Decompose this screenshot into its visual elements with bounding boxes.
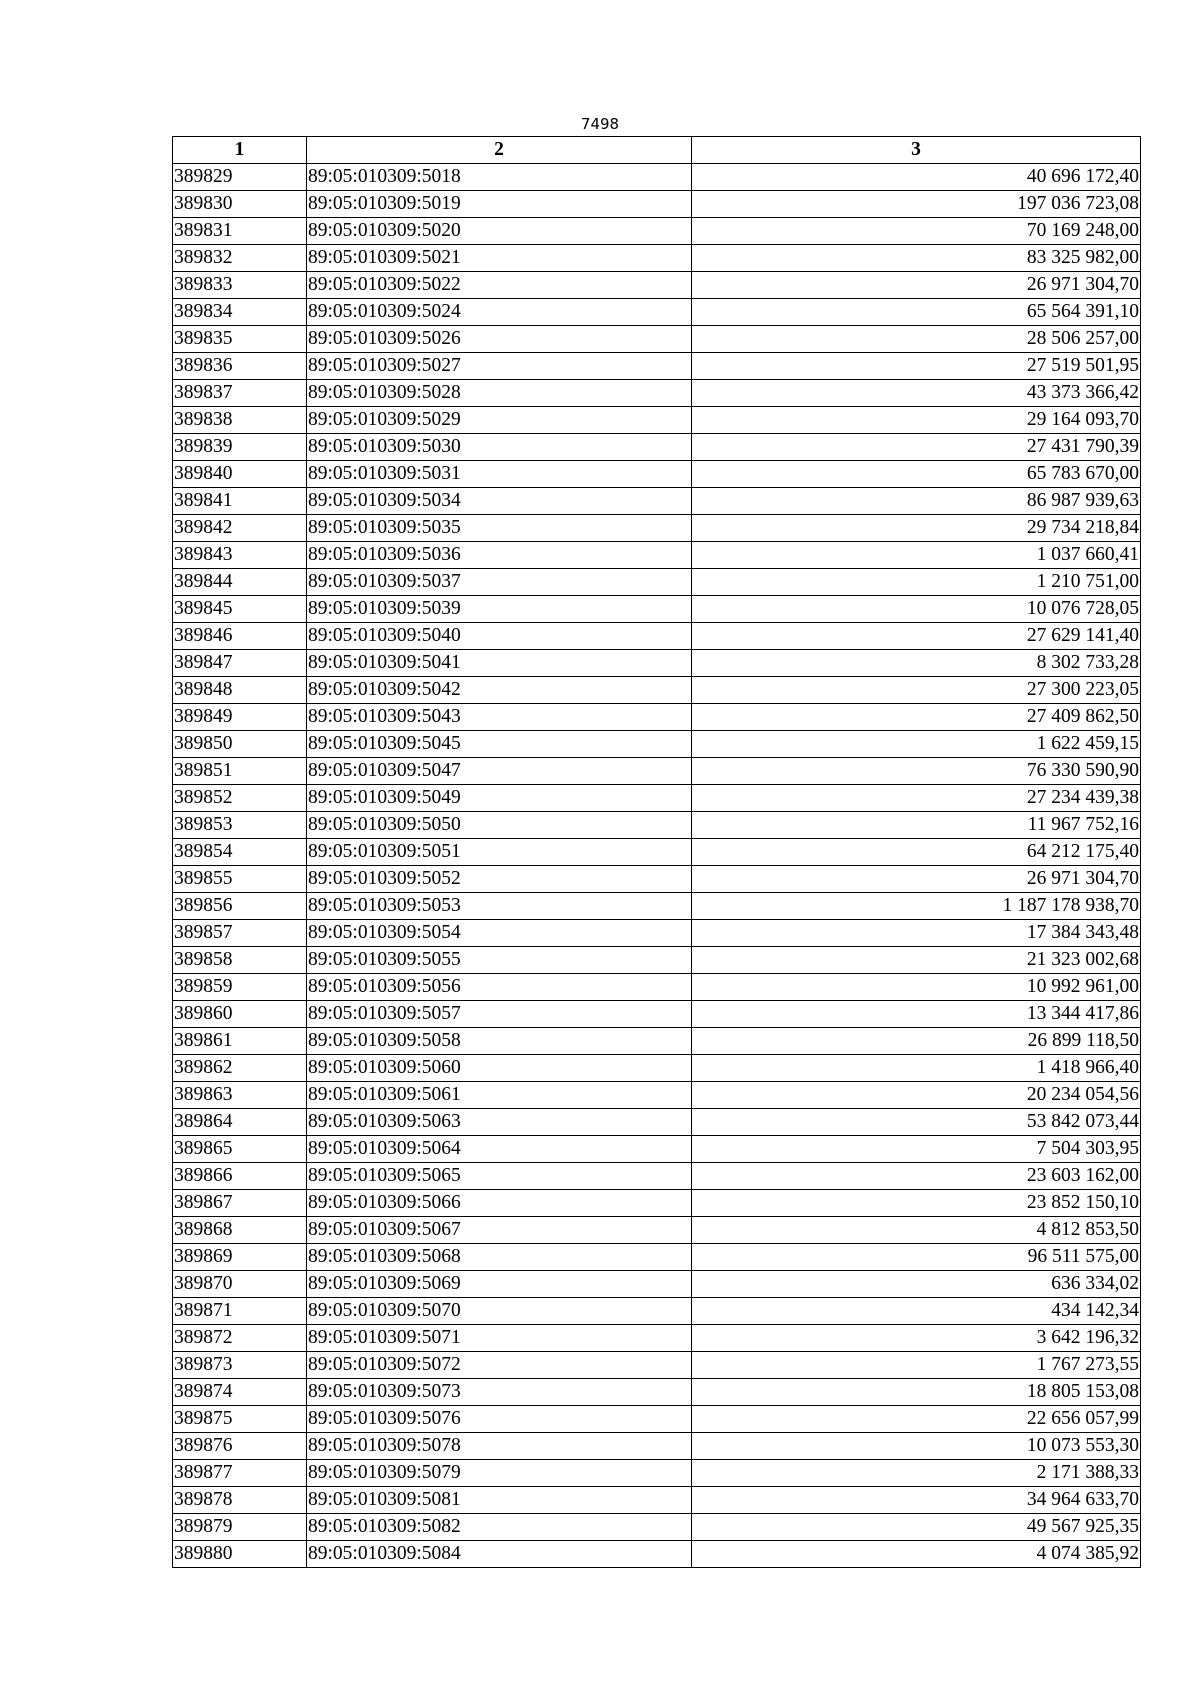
- table-row: [173, 1271, 1141, 1298]
- cadastral-value-cell: 10 073 553,30: [692, 1433, 1141, 1460]
- cadastral-value-cell: 26 971 304,70: [692, 272, 1141, 299]
- cadastral-number-cell: 89:05:010309:5040: [307, 623, 692, 650]
- cadastral-value-cell: 96 511 575,00: [692, 1244, 1141, 1271]
- row-number-cell: 389875: [173, 1406, 307, 1433]
- row-number-cell: 389840: [173, 461, 307, 488]
- cadastral-number-cell: 89:05:010309:5035: [307, 515, 692, 542]
- cadastral-number-cell: 89:05:010309:5050: [307, 812, 692, 839]
- table-body: [173, 164, 1141, 1568]
- cadastral-value-cell: 8 302 733,28: [692, 650, 1141, 677]
- cadastral-number-cell: 89:05:010309:5070: [307, 1298, 692, 1325]
- table-row: [173, 515, 1141, 542]
- cadastral-value-cell: 86 987 939,63: [692, 488, 1141, 515]
- cadastral-number-cell: 89:05:010309:5024: [307, 299, 692, 326]
- cadastral-number-cell: 89:05:010309:5081: [307, 1487, 692, 1514]
- header-row: [173, 137, 1141, 164]
- row-number-cell: 389866: [173, 1163, 307, 1190]
- cadastral-value-cell: 26 971 304,70: [692, 866, 1141, 893]
- row-number-cell: 389832: [173, 245, 307, 272]
- table-row: [173, 623, 1141, 650]
- cadastral-value-cell: 49 567 925,35: [692, 1514, 1141, 1541]
- row-number-cell: 389848: [173, 677, 307, 704]
- table-row: [173, 1055, 1141, 1082]
- cadastral-value-cell: 1 767 273,55: [692, 1352, 1141, 1379]
- row-number-cell: 389838: [173, 407, 307, 434]
- row-number-cell: 389833: [173, 272, 307, 299]
- cadastral-number-cell: 89:05:010309:5067: [307, 1217, 692, 1244]
- table-row: [173, 1406, 1141, 1433]
- cadastral-value-cell: 17 384 343,48: [692, 920, 1141, 947]
- cadastral-value-cell: 13 344 417,86: [692, 1001, 1141, 1028]
- table-row: [173, 731, 1141, 758]
- table-row: [173, 569, 1141, 596]
- table-row: [173, 218, 1141, 245]
- table-row: [173, 758, 1141, 785]
- row-number-cell: 389858: [173, 947, 307, 974]
- table-row: [173, 353, 1141, 380]
- row-number-cell: 389851: [173, 758, 307, 785]
- row-number-cell: 389871: [173, 1298, 307, 1325]
- table-row: [173, 1541, 1141, 1568]
- cadastral-number-cell: 89:05:010309:5068: [307, 1244, 692, 1271]
- table-row: [173, 1379, 1141, 1406]
- table-row: [173, 1244, 1141, 1271]
- table-row: [173, 1163, 1141, 1190]
- cadastral-number-cell: 89:05:010309:5018: [307, 164, 692, 191]
- cadastral-value-cell: 27 519 501,95: [692, 353, 1141, 380]
- row-number-cell: 389857: [173, 920, 307, 947]
- row-number-cell: 389847: [173, 650, 307, 677]
- cadastral-number-cell: 89:05:010309:5028: [307, 380, 692, 407]
- column-header-3: 3: [692, 137, 1141, 164]
- cadastral-number-cell: 89:05:010309:5055: [307, 947, 692, 974]
- table-row: [173, 1460, 1141, 1487]
- row-number-cell: 389845: [173, 596, 307, 623]
- cadastral-number-cell: 89:05:010309:5065: [307, 1163, 692, 1190]
- row-number-cell: 389837: [173, 380, 307, 407]
- table-row: [173, 272, 1141, 299]
- cadastral-value-cell: 27 234 439,38: [692, 785, 1141, 812]
- row-number-cell: 389834: [173, 299, 307, 326]
- cadastral-number-cell: 89:05:010309:5053: [307, 893, 692, 920]
- table-row: [173, 245, 1141, 272]
- table-row: [173, 785, 1141, 812]
- table-row: [173, 704, 1141, 731]
- row-number-cell: 389853: [173, 812, 307, 839]
- cadastral-value-cell: 22 656 057,99: [692, 1406, 1141, 1433]
- row-number-cell: 389850: [173, 731, 307, 758]
- table-row: [173, 1433, 1141, 1460]
- cadastral-value-cell: 10 076 728,05: [692, 596, 1141, 623]
- cadastral-number-cell: 89:05:010309:5049: [307, 785, 692, 812]
- cadastral-number-cell: 89:05:010309:5060: [307, 1055, 692, 1082]
- row-number-cell: 389872: [173, 1325, 307, 1352]
- table-row: [173, 488, 1141, 515]
- table-row: [173, 920, 1141, 947]
- cadastral-value-cell: 40 696 172,40: [692, 164, 1141, 191]
- table-row: [173, 1028, 1141, 1055]
- cadastral-number-cell: 89:05:010309:5043: [307, 704, 692, 731]
- cadastral-value-cell: 197 036 723,08: [692, 191, 1141, 218]
- row-number-cell: 389868: [173, 1217, 307, 1244]
- cadastral-value-cell: 28 506 257,00: [692, 326, 1141, 353]
- row-number-cell: 389839: [173, 434, 307, 461]
- cadastral-number-cell: 89:05:010309:5041: [307, 650, 692, 677]
- table-row: [173, 677, 1141, 704]
- table-row: [173, 650, 1141, 677]
- cadastral-value-cell: 53 842 073,44: [692, 1109, 1141, 1136]
- cadastral-value-cell: 65 564 391,10: [692, 299, 1141, 326]
- row-number-cell: 389880: [173, 1541, 307, 1568]
- row-number-cell: 389846: [173, 623, 307, 650]
- cadastral-number-cell: 89:05:010309:5034: [307, 488, 692, 515]
- cadastral-number-cell: 89:05:010309:5076: [307, 1406, 692, 1433]
- row-number-cell: 389836: [173, 353, 307, 380]
- cadastral-number-cell: 89:05:010309:5058: [307, 1028, 692, 1055]
- row-number-cell: 389864: [173, 1109, 307, 1136]
- row-number-cell: 389859: [173, 974, 307, 1001]
- row-number-cell: 389876: [173, 1433, 307, 1460]
- table-row: [173, 812, 1141, 839]
- cadastral-value-cell: 27 409 862,50: [692, 704, 1141, 731]
- cadastral-number-cell: 89:05:010309:5030: [307, 434, 692, 461]
- cadastral-number-cell: 89:05:010309:5073: [307, 1379, 692, 1406]
- table-row: [173, 434, 1141, 461]
- cadastral-number-cell: 89:05:010309:5052: [307, 866, 692, 893]
- cadastral-value-cell: 27 629 141,40: [692, 623, 1141, 650]
- cadastral-value-cell: 18 805 153,08: [692, 1379, 1141, 1406]
- row-number-cell: 389867: [173, 1190, 307, 1217]
- row-number-cell: 389835: [173, 326, 307, 353]
- cadastral-number-cell: 89:05:010309:5020: [307, 218, 692, 245]
- row-number-cell: 389862: [173, 1055, 307, 1082]
- row-number-cell: 389844: [173, 569, 307, 596]
- row-number-cell: 389863: [173, 1082, 307, 1109]
- cadastral-value-cell: 20 234 054,56: [692, 1082, 1141, 1109]
- cadastral-number-cell: 89:05:010309:5079: [307, 1460, 692, 1487]
- cadastral-value-cell: 83 325 982,00: [692, 245, 1141, 272]
- cadastral-value-cell: 70 169 248,00: [692, 218, 1141, 245]
- cadastral-number-cell: 89:05:010309:5021: [307, 245, 692, 272]
- cadastral-value-cell: 1 622 459,15: [692, 731, 1141, 758]
- table-row: [173, 542, 1141, 569]
- cadastral-number-cell: 89:05:010309:5082: [307, 1514, 692, 1541]
- table-row: [173, 1109, 1141, 1136]
- cadastral-value-cell: 10 992 961,00: [692, 974, 1141, 1001]
- cadastral-value-table: [172, 136, 1141, 1568]
- row-number-cell: 389855: [173, 866, 307, 893]
- cadastral-number-cell: 89:05:010309:5029: [307, 407, 692, 434]
- table-row: [173, 1082, 1141, 1109]
- cadastral-value-cell: 434 142,34: [692, 1298, 1141, 1325]
- cadastral-value-cell: 27 300 223,05: [692, 677, 1141, 704]
- row-number-cell: 389878: [173, 1487, 307, 1514]
- page-number: 7498: [580, 115, 620, 133]
- table-row: [173, 461, 1141, 488]
- table-row: [173, 326, 1141, 353]
- cadastral-number-cell: 89:05:010309:5057: [307, 1001, 692, 1028]
- table-row: [173, 1325, 1141, 1352]
- cadastral-number-cell: 89:05:010309:5039: [307, 596, 692, 623]
- cadastral-number-cell: 89:05:010309:5063: [307, 1109, 692, 1136]
- cadastral-value-cell: 65 783 670,00: [692, 461, 1141, 488]
- row-number-cell: 389831: [173, 218, 307, 245]
- table-row: [173, 893, 1141, 920]
- table-row: [173, 947, 1141, 974]
- cadastral-value-cell: 26 899 118,50: [692, 1028, 1141, 1055]
- table-row: [173, 407, 1141, 434]
- cadastral-number-cell: 89:05:010309:5047: [307, 758, 692, 785]
- column-header-2: 2: [307, 137, 692, 164]
- row-number-cell: 389877: [173, 1460, 307, 1487]
- table-row: [173, 1217, 1141, 1244]
- cadastral-number-cell: 89:05:010309:5027: [307, 353, 692, 380]
- cadastral-value-cell: 43 373 366,42: [692, 380, 1141, 407]
- cadastral-value-cell: 11 967 752,16: [692, 812, 1141, 839]
- table-row: [173, 1487, 1141, 1514]
- cadastral-number-cell: 89:05:010309:5042: [307, 677, 692, 704]
- cadastral-number-cell: 89:05:010309:5072: [307, 1352, 692, 1379]
- cadastral-value-cell: 4 074 385,92: [692, 1541, 1141, 1568]
- cadastral-value-cell: 2 171 388,33: [692, 1460, 1141, 1487]
- table-row: [173, 1298, 1141, 1325]
- cadastral-value-cell: 3 642 196,32: [692, 1325, 1141, 1352]
- table-row: [173, 1001, 1141, 1028]
- cadastral-value-cell: 34 964 633,70: [692, 1487, 1141, 1514]
- row-number-cell: 389854: [173, 839, 307, 866]
- row-number-cell: 389879: [173, 1514, 307, 1541]
- row-number-cell: 389849: [173, 704, 307, 731]
- row-number-cell: 389830: [173, 191, 307, 218]
- table-row: [173, 1190, 1141, 1217]
- table-row: [173, 839, 1141, 866]
- row-number-cell: 389869: [173, 1244, 307, 1271]
- table-row: [173, 1352, 1141, 1379]
- cadastral-number-cell: 89:05:010309:5036: [307, 542, 692, 569]
- cadastral-value-cell: 29 734 218,84: [692, 515, 1141, 542]
- cadastral-number-cell: 89:05:010309:5037: [307, 569, 692, 596]
- row-number-cell: 389870: [173, 1271, 307, 1298]
- row-number-cell: 389856: [173, 893, 307, 920]
- cadastral-number-cell: 89:05:010309:5056: [307, 974, 692, 1001]
- table-row: [173, 866, 1141, 893]
- row-number-cell: 389861: [173, 1028, 307, 1055]
- cadastral-value-cell: 4 812 853,50: [692, 1217, 1141, 1244]
- cadastral-number-cell: 89:05:010309:5078: [307, 1433, 692, 1460]
- table-row: [173, 191, 1141, 218]
- row-number-cell: 389860: [173, 1001, 307, 1028]
- cadastral-value-cell: 1 037 660,41: [692, 542, 1141, 569]
- cadastral-number-cell: 89:05:010309:5071: [307, 1325, 692, 1352]
- cadastral-number-cell: 89:05:010309:5019: [307, 191, 692, 218]
- cadastral-number-cell: 89:05:010309:5045: [307, 731, 692, 758]
- table-row: [173, 1514, 1141, 1541]
- cadastral-value-cell: 7 504 303,95: [692, 1136, 1141, 1163]
- row-number-cell: 389843: [173, 542, 307, 569]
- cadastral-value-cell: 1 187 178 938,70: [692, 893, 1141, 920]
- row-number-cell: 389873: [173, 1352, 307, 1379]
- column-header-1: 1: [173, 137, 307, 164]
- table-row: [173, 974, 1141, 1001]
- cadastral-number-cell: 89:05:010309:5054: [307, 920, 692, 947]
- cadastral-value-cell: 21 323 002,68: [692, 947, 1141, 974]
- cadastral-number-cell: 89:05:010309:5064: [307, 1136, 692, 1163]
- table-row: [173, 299, 1141, 326]
- cadastral-number-cell: 89:05:010309:5022: [307, 272, 692, 299]
- cadastral-number-cell: 89:05:010309:5026: [307, 326, 692, 353]
- cadastral-number-cell: 89:05:010309:5061: [307, 1082, 692, 1109]
- cadastral-value-cell: 1 418 966,40: [692, 1055, 1141, 1082]
- cadastral-value-cell: 636 334,02: [692, 1271, 1141, 1298]
- cadastral-value-cell: 1 210 751,00: [692, 569, 1141, 596]
- row-number-cell: 389852: [173, 785, 307, 812]
- cadastral-number-cell: 89:05:010309:5084: [307, 1541, 692, 1568]
- row-number-cell: 389842: [173, 515, 307, 542]
- cadastral-value-cell: 27 431 790,39: [692, 434, 1141, 461]
- table-row: [173, 596, 1141, 623]
- cadastral-number-cell: 89:05:010309:5069: [307, 1271, 692, 1298]
- cadastral-value-cell: 23 852 150,10: [692, 1190, 1141, 1217]
- cadastral-number-cell: 89:05:010309:5051: [307, 839, 692, 866]
- cadastral-value-cell: 64 212 175,40: [692, 839, 1141, 866]
- table-row: [173, 164, 1141, 191]
- row-number-cell: 389874: [173, 1379, 307, 1406]
- row-number-cell: 389865: [173, 1136, 307, 1163]
- cadastral-value-cell: 29 164 093,70: [692, 407, 1141, 434]
- row-number-cell: 389841: [173, 488, 307, 515]
- row-number-cell: 389829: [173, 164, 307, 191]
- table-row: [173, 1136, 1141, 1163]
- cadastral-value-cell: 23 603 162,00: [692, 1163, 1141, 1190]
- cadastral-value-cell: 76 330 590,90: [692, 758, 1141, 785]
- cadastral-number-cell: 89:05:010309:5031: [307, 461, 692, 488]
- table-row: [173, 380, 1141, 407]
- cadastral-number-cell: 89:05:010309:5066: [307, 1190, 692, 1217]
